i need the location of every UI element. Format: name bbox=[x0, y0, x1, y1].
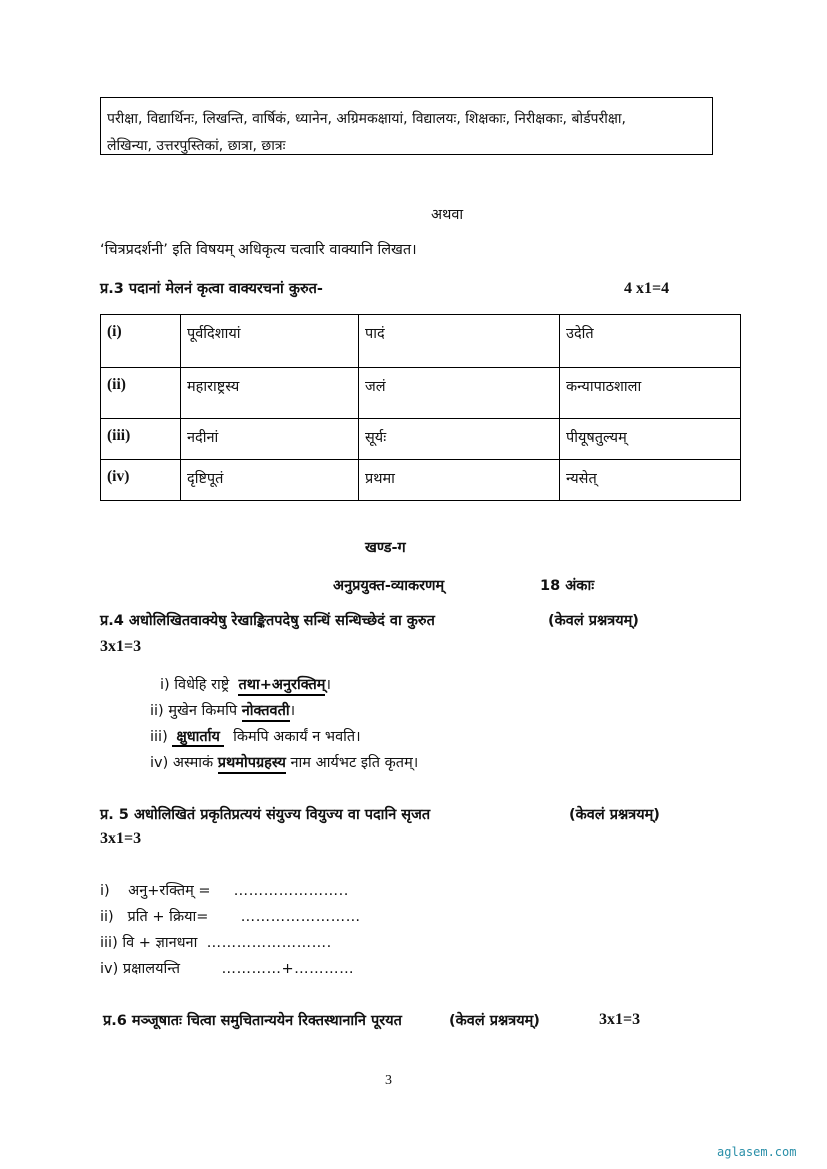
q6-choice: (केवलं प्रश्नत्रयम्) bbox=[449, 1013, 540, 1029]
q4-item bbox=[150, 728, 361, 747]
table-row bbox=[101, 315, 741, 368]
q4-item bbox=[150, 754, 418, 773]
row-number: (iv) bbox=[101, 460, 181, 501]
q4-choice: (केवलं प्रश्नत्रयम्) bbox=[548, 613, 639, 629]
underlined-word: क्षुधार्ताय bbox=[172, 729, 224, 747]
matching-table bbox=[100, 314, 741, 501]
cell: महाराष्ट्रस्य bbox=[181, 368, 359, 419]
q6-marks: 3x1=3 bbox=[599, 1011, 641, 1028]
item-text: मुखेन किमपि bbox=[168, 703, 238, 719]
cell: प्रथमा bbox=[359, 460, 560, 501]
underlined-word: तथा+अनुरक्तिम् bbox=[238, 677, 325, 696]
item-text: विधेहि राष्ट्रे bbox=[174, 677, 230, 693]
table-row bbox=[101, 419, 741, 460]
row-number: (ii) bbox=[101, 368, 181, 419]
q4-title: प्र.4 अधोलिखितवाक्येषु रेखाङ्कितपदेषु सन्धिं सन्धिच्छेदं वा कुरुत bbox=[100, 613, 435, 629]
item-text: प्रक्षालयन्ति bbox=[122, 961, 181, 977]
section-title: खण्ड-ग bbox=[365, 540, 406, 556]
cell: न्यसेत् bbox=[560, 460, 741, 501]
answer-blank: …………………… bbox=[240, 909, 361, 925]
item-number: iv) bbox=[150, 755, 169, 771]
item-suffix: । bbox=[325, 677, 331, 693]
underlined-word: नोक्तवती bbox=[242, 703, 290, 722]
q3-title: प्र.3 पदानां मेलनं कृत्वा वाक्यरचनां कुरुत- bbox=[100, 281, 323, 297]
item-suffix: नाम आर्यभट इति कृतम्। bbox=[290, 755, 419, 771]
q5-item bbox=[100, 934, 332, 953]
word-box-line-2: लेखिन्या, उत्तरपुस्तिकां, छात्रा, छात्रः bbox=[107, 138, 286, 154]
item-number: ii) bbox=[100, 909, 114, 925]
item-number: i) bbox=[160, 677, 170, 693]
item-number: iii) bbox=[150, 729, 168, 745]
cell: पादं bbox=[359, 315, 560, 368]
item-text: अनु+रक्तिम् = bbox=[128, 883, 211, 899]
cell: नदीनां bbox=[181, 419, 359, 460]
item-number: ii) bbox=[150, 703, 164, 719]
alt-question: ‘चित्रप्रदर्शनी’ इति विषयम् अधिकृत्य चत्वारि वाक्यानि लिखत। bbox=[100, 242, 417, 258]
table-row bbox=[101, 460, 741, 501]
cell: उदेति bbox=[560, 315, 741, 368]
item-text: अस्माकं bbox=[172, 755, 214, 771]
q5-choice: (केवलं प्रश्नत्रयम्) bbox=[569, 807, 660, 823]
item-text: प्रति + क्रिया= bbox=[127, 909, 209, 925]
item-number: iv) bbox=[100, 961, 119, 977]
row-number: (i) bbox=[101, 315, 181, 368]
word-box-line-1: परीक्षा, विद्यार्थिनः, लिखन्ति, वार्षिकं, ध्यानेन, अग्रिमकक्षायां, विद्यालयः, शिक्षकाः, निरीक्षकाः, बोर्डपरीक्षा, bbox=[107, 111, 626, 127]
underlined-word: प्रथमोपग्रहस्य bbox=[218, 755, 286, 774]
q3-marks: 4 x1=4 bbox=[624, 280, 670, 297]
section-subtitle: अनुप्रयुक्त-व्याकरणम् bbox=[333, 578, 445, 594]
row-number: (iii) bbox=[101, 419, 181, 460]
q6-title: प्र.6 मञ्जूषातः चित्वा समुचितान्ययेन रिक्तस्थानानि पूरयत bbox=[103, 1013, 402, 1029]
cell: जलं bbox=[359, 368, 560, 419]
cell: कन्यापाठशाला bbox=[560, 368, 741, 419]
item-suffix: । bbox=[289, 703, 296, 719]
cell: दृष्टिपूतं bbox=[181, 460, 359, 501]
q5-marks: 3x1=3 bbox=[100, 830, 142, 847]
watermark-link[interactable]: aglasem.com bbox=[717, 1145, 797, 1159]
section-marks: 18 अंकाः bbox=[540, 578, 595, 594]
q4-item bbox=[150, 702, 295, 721]
athava-label: अथवा bbox=[431, 207, 464, 223]
q5-item bbox=[100, 882, 349, 901]
q5-item bbox=[100, 908, 361, 927]
answer-blank: …………+………… bbox=[221, 961, 355, 977]
q4-marks: 3x1=3 bbox=[100, 638, 142, 655]
q5-title: प्र. 5 अधोलिखितं प्रकृतिप्रत्ययं संयुज्य वियुज्य वा पदानि सृजत bbox=[100, 807, 431, 823]
answer-blank: ………………….. bbox=[233, 883, 349, 899]
answer-blank: ……………………. bbox=[206, 935, 332, 951]
page-number: 3 bbox=[385, 1073, 392, 1088]
item-number: iii) bbox=[100, 935, 118, 951]
item-suffix: किमपि अकार्यं न भवति। bbox=[233, 729, 361, 745]
q5-item bbox=[100, 960, 354, 979]
cell: पीयूषतुल्यम् bbox=[560, 419, 741, 460]
cell: सूर्यः bbox=[359, 419, 560, 460]
word-box bbox=[100, 97, 713, 155]
q4-item bbox=[160, 676, 331, 695]
cell: पूर्वदिशायां bbox=[181, 315, 359, 368]
item-number: i) bbox=[100, 883, 110, 899]
item-text: वि + ज्ञानधना bbox=[122, 935, 198, 951]
table-row bbox=[101, 368, 741, 419]
